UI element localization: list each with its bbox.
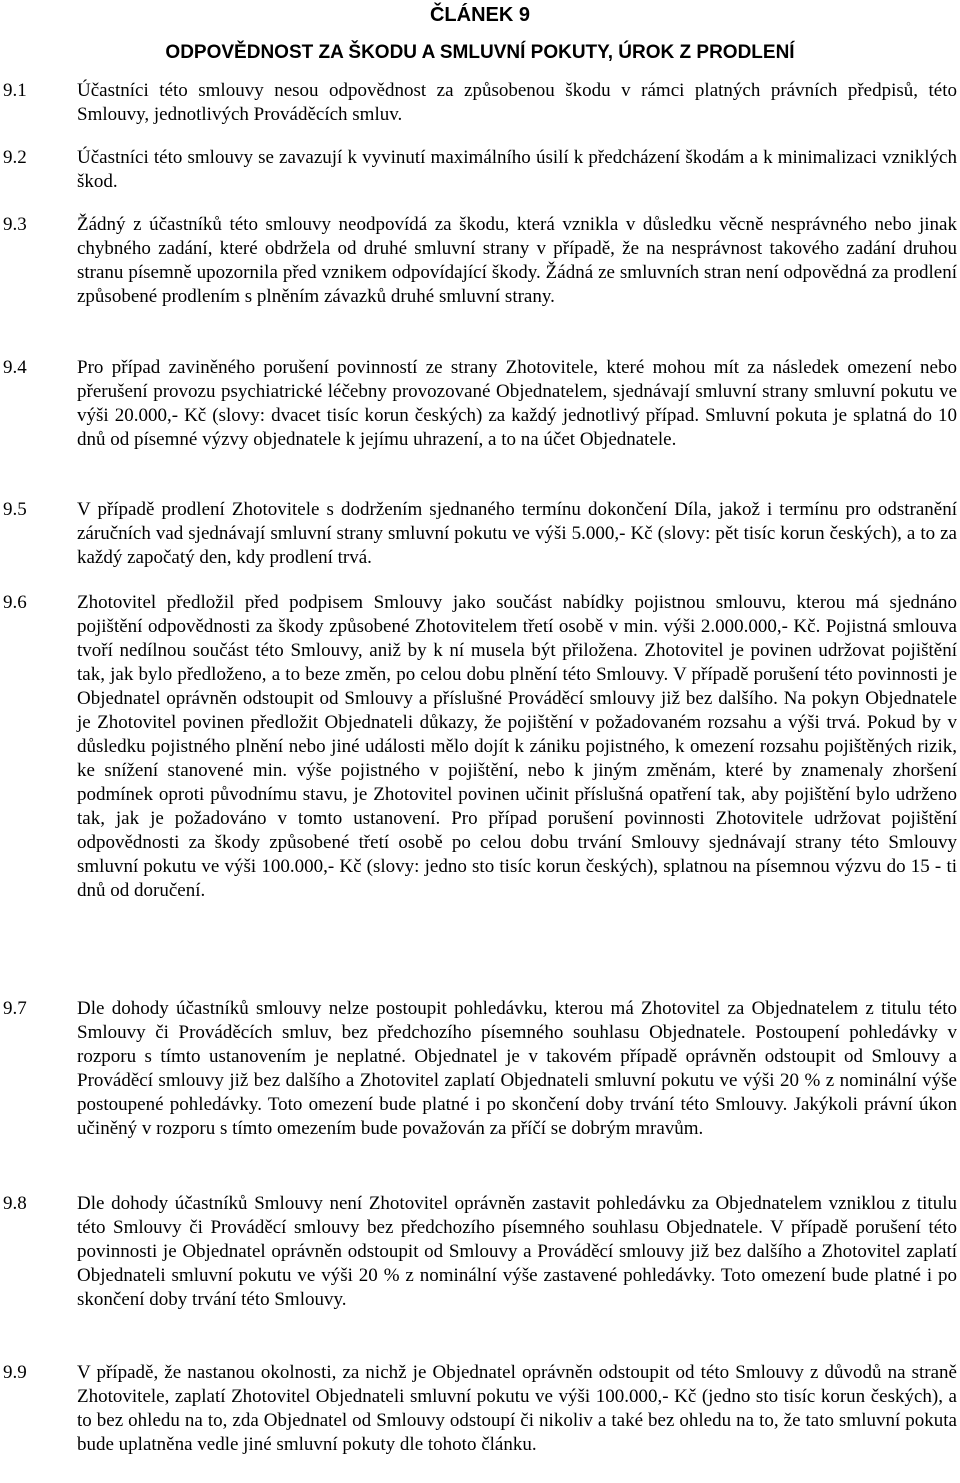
clause-number: 9.3 (3, 214, 27, 235)
article-heading: ODPOVĚDNOST ZA ŠKODU A SMLUVNÍ POKUTY, ÚROK Z PRODLENÍ (165, 42, 795, 63)
clause-text: Žádný z účastníků této smlouvy neodpovídá za škodu, která vznikla v důsledku věcně nesprávného nebo jinak chybného zadání, které obdržela od druhé smluvní strany v případě, že na nesprávnost takového zadání druhou stranu písemně upozornila před vznikem odpovídající škody. Žádná ze smluvních stran není odpovědná za prodlení způsobené prodlením s plněním závazků druhé smluvní strany. (77, 214, 957, 307)
clause-text: V případě prodlení Zhotovitele s dodržením sjednaného termínu dokončení Díla, jakož i termínu pro odstranění záručních vad sjednávají smluvní strany smluvní pokutu ve výši 5.000,- Kč (slovy: pět tisíc korun českých), a to za každý započatý den, kdy prodlení trvá. (77, 499, 957, 568)
clause-text: V případě, že nastanou okolnosti, za nichž je Objednatel oprávněn odstoupit od této Smlouvy z důvodů na straně Zhotovitele, zaplatí Zhotovitel Objednateli smluvní pokutu ve výši 100.000,- Kč (jedno sto tisíc korun českých), a to bez ohledu na to, zda Objednatel od Smlouvy odstoupí či nikoliv a také bez ohledu na to, že tato smluvní pokuta bude uplatněna vedle jiné smluvní pokuty dle tohoto článku. (77, 1362, 957, 1455)
clause-text: Účastníci této smlouvy se zavazují k vyvinutí maximálního úsilí k předcházení škodám a k minimalizaci vzniklých škod. (77, 147, 957, 192)
clause-text: Dle dohody účastníků smlouvy nelze postoupit pohledávku, kterou má Zhotovitel za Objednatelem z titulu této Smlouvy či Prováděcích smluv, bez předchozího písemného souhlasu Objednatele. Postoupení pohledávky v rozporu s tímto ustanovením je neplatné. Objednatel je v takovém případě oprávněn odstoupit od Smlouvy a Prováděcí smlouvy již bez dalšího a Zhotovitel zaplatí Objednateli smluvní pokutu ve výši 20 % z nominální výše postoupené pohledávky. Toto omezení bude platné i po skončení doby trvání této Smlouvy. Jakýkoli právní úkon učiněný v rozporu s tímto omezením bude považován za příčí se dobrým mravům. (77, 998, 957, 1139)
clause-text: Pro případ zaviněného porušení povinností ze strany Zhotovitele, které mohou mít za následek omezení nebo přerušení provozu psychiatrické léčebny provozované Objednatelem, sjednávají smluvní strany smluvní pokutu ve výši 20.000,- Kč (slovy: dvacet tisíc korun českých) za každý jednotlivý případ. Smluvní pokuta je splatná do 10 dnů od písemné výzvy objednatele k jejímu uhrazení, a to na účet Objednatele. (77, 357, 957, 450)
article-number: ČLÁNEK 9 (429, 4, 530, 26)
clause-number: 9.7 (3, 998, 27, 1019)
clause-number: 9.1 (3, 80, 27, 101)
clause-text: Zhotovitel předložil před podpisem Smlouvy jako součást nabídky pojistnou smlouvu, kterou má sjednáno pojištění odpovědnosti za škody způsobené Zhotovitelem třetí osobě v min. výši 2.000.000,- Kč. Pojistná smlouva tvoří nedílnou součást této Smlouvy, aniž by k ní musela být přiložena. Zhotovitel je povinen udržovat pojištění tak, jak bylo předloženo, a to beze změn, po celou dobu plnění této Smlouvy. V případě porušení této povinnosti je Objednatel oprávněn odstoupit od Smlouvy a příslušné Prováděcí smlouvy již bez dalšího. Na pokyn Objednatele je Zhotovitel povinen předložit Objednateli důkazy, že pojištění v požadovaném rozsahu a výši trvá. Pokud by v důsledku pojistného plnění nebo jiné události mělo dojít k zániku pojistného, k omezení rozsahu pojištěných rizik, ke snížení stanovené min. výše pojistného v pojištění, nebo k jiným změnám, které by znamenaly zhoršení podmínek oproti původnímu stavu, je Zhotovitel povinen učinit příslušná opatření tak, aby pojištění bylo udrženo tak, jak je požadováno v tomto ustanovení. Pro případ porušení povinnosti Zhotovitele udržovat pojištění odpovědnosti za škody způsobené třetí osobě po celou dobu trvání Smlouvy sjednávají strany této Smlouvy smluvní pokutu ve výši 100.000,- Kč (slovy: jedno sto tisíc korun českých), splatnou na písemnou výzvu do 15 - ti dnů od doručení. (77, 592, 957, 901)
clause-text: Dle dohody účastníků Smlouvy není Zhotovitel oprávněn zastavit pohledávku za Objednatelem vzniklou z titulu této Smlouvy či Prováděcí smlouvy bez předchozího písemného souhlasu Objednatele. V případě porušení této povinnosti je Objednatel oprávněn odstoupit od Smlouvy a Prováděcí smlouvy již bez dalšího a Zhotovitel zaplatí Objednateli smluvní pokutu ve výši 20 % z nominální výše zastavené pohledávky. Toto omezení bude platné i po skončení doby trvání této Smlouvy. (77, 1193, 957, 1310)
clause-number: 9.2 (3, 147, 27, 168)
clause-number: 9.4 (3, 357, 27, 378)
clause-number: 9.9 (3, 1362, 27, 1383)
clause-number: 9.8 (3, 1193, 27, 1214)
clause-number: 9.6 (3, 592, 27, 613)
clause-number: 9.5 (3, 499, 27, 520)
clause-text: Účastníci této smlouvy nesou odpovědnost za způsobenou škodu v rámci platných právních předpisů, této Smlouvy, jednotlivých Prováděcích smluv. (77, 80, 957, 125)
